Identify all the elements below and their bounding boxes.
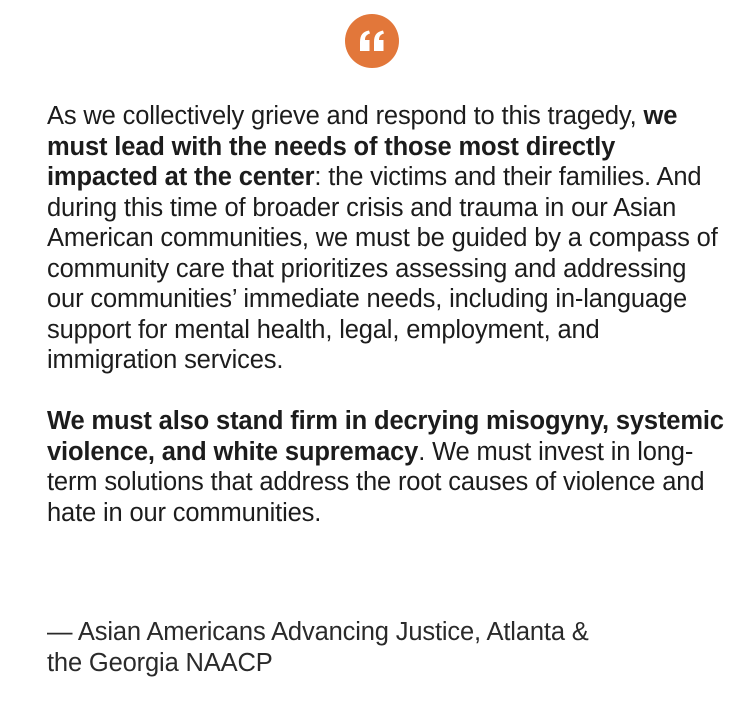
- paragraph-1-lead: As we collectively grieve and respond to this tragedy,: [47, 102, 637, 130]
- paragraph-2: [47, 406, 727, 528]
- paragraph-1: [47, 101, 727, 376]
- paragraph-2-bold: We must also stand firm in decrying misogyny, systemic violence, and white supremacy: [47, 407, 724, 466]
- quotation-mark-icon: [357, 29, 387, 53]
- quote-badge: [345, 14, 399, 68]
- paragraph-2-rest: . We must invest in long-term solutions that address the root causes of violence and hate in our communities.: [47, 437, 705, 527]
- attribution: [47, 617, 727, 678]
- paragraph-1-rest: : the victims and their families. And during this time of broader crisis and trauma in our Asian American communities, we must be guided by a compass of community care that prioritizes assessing and addressing our communities’ immediate needs, including in-language support for mental health, legal, employment, and immigration services.: [47, 163, 718, 374]
- statement-body: [47, 101, 727, 528]
- paragraph-1-bold: we must lead with the needs of those most directly impacted at the center: [47, 102, 678, 191]
- attribution-line-1: — Asian Americans Advancing Justice, Atlanta &: [47, 618, 589, 646]
- attribution-line-2: the Georgia NAACP: [47, 648, 273, 677]
